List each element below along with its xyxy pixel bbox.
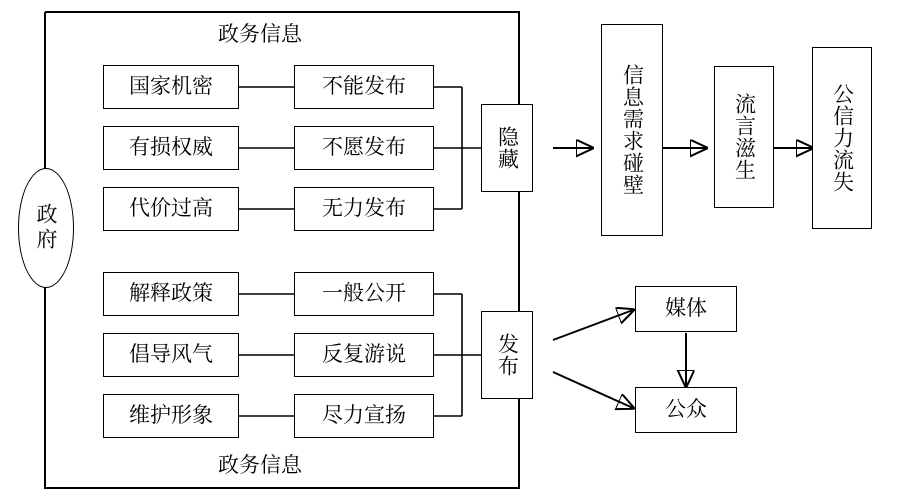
node-audience-public[interactable]: 公众 <box>635 387 737 433</box>
node-cause-state-secret[interactable]: 国家机密 <box>103 65 239 109</box>
node-action-repeated-lobbying[interactable]: 反复游说 <box>294 333 434 377</box>
node-action-general-disclosure[interactable]: 一般公开 <box>294 272 434 316</box>
caption-top: 政务信息 <box>218 22 302 46</box>
node-action-unable-publish[interactable]: 无力发布 <box>294 187 434 231</box>
node-consequence-rumors-spread[interactable]: 流言滋生 <box>714 66 774 208</box>
node-result-hide[interactable]: 隐藏 <box>481 104 533 192</box>
node-cause-promote-ethos[interactable]: 倡导风气 <box>103 333 239 377</box>
node-government[interactable]: 政府 <box>18 168 74 288</box>
node-audience-media[interactable]: 媒体 <box>635 286 737 332</box>
node-cause-harms-authority[interactable]: 有损权威 <box>103 126 239 170</box>
node-cause-maintain-image[interactable]: 维护形象 <box>103 394 239 438</box>
node-cause-cost-too-high[interactable]: 代价过高 <box>103 187 239 231</box>
caption-bottom: 政务信息 <box>218 453 302 477</box>
node-consequence-credibility-loss[interactable]: 公信力流失 <box>812 47 872 229</box>
node-result-publish[interactable]: 发布 <box>481 311 533 399</box>
node-consequence-information-demand-blocked[interactable]: 信息需求碰壁 <box>601 24 663 236</box>
node-cause-explain-policy[interactable]: 解释政策 <box>103 272 239 316</box>
node-action-cannot-publish[interactable]: 不能发布 <box>294 65 434 109</box>
node-action-unwilling-publish[interactable]: 不愿发布 <box>294 126 434 170</box>
node-action-full-promotion[interactable]: 尽力宣扬 <box>294 394 434 438</box>
